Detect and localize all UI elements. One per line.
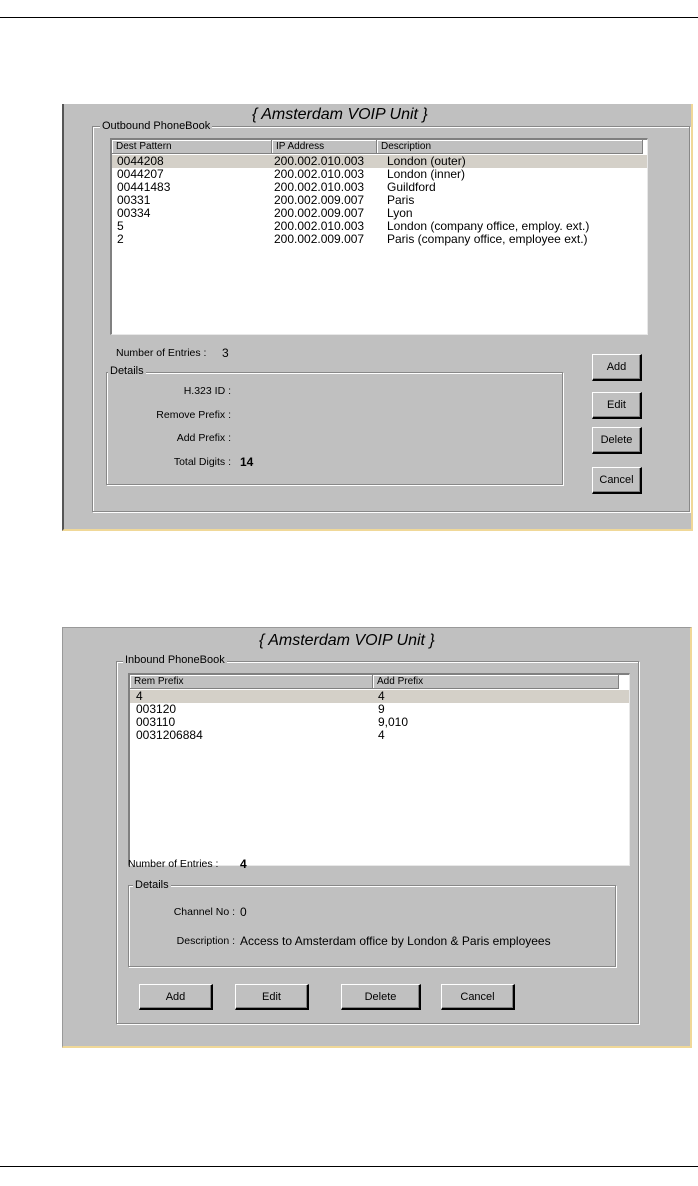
description-label: Description : [176,935,235,947]
inbound-phonebook-window [62,627,692,1048]
inbound-delete-button[interactable]: Delete [341,984,421,1010]
dest-pattern-cell: 2 [117,232,124,246]
description-cell: Paris (company office, employee ext.) [387,232,588,246]
inbound-entries-value: 4 [240,857,247,871]
outbound-edit-button[interactable]: Edit [592,392,642,419]
inbound-entries-label: Number of Entries : [128,858,219,870]
description-cell: Paris [387,193,415,207]
description-cell: Guildford [387,180,436,194]
ip-address-cell: 200.002.009.007 [274,232,365,246]
ip-address-cell: 200.002.009.007 [274,206,365,220]
column-header-ip-address[interactable]: IP Address [272,140,377,154]
outbound-delete-button[interactable]: Delete [592,427,642,454]
inbound-phonebook-list[interactable] [128,673,630,866]
dest-pattern-cell: 00334 [117,206,151,220]
inbound-group-label: Inbound PhoneBook [125,654,225,666]
table-row[interactable] [112,194,647,207]
inbound-edit-button[interactable]: Edit [235,984,309,1010]
channel-no-value: 0 [240,905,247,919]
remove-prefix-label: Remove Prefix : [156,409,231,421]
column-header-add-prefix[interactable]: Add Prefix [373,675,619,689]
description-cell: London (inner) [387,167,466,181]
rem-prefix-cell: 0031206884 [136,728,203,742]
outbound-entries-label: Number of Entries : [116,347,207,359]
page-bottom-rule [0,1166,698,1167]
column-header-dest-pattern[interactable]: Dest Pattern [112,140,272,154]
description-cell: London (company office, employ. ext.) [387,219,590,233]
inbound-details-group [128,885,616,967]
dest-pattern-cell: 5 [117,219,124,233]
add-prefix-cell: 4 [378,689,385,703]
table-row[interactable] [112,181,647,194]
inbound-details-label: Details [135,879,169,891]
add-prefix-cell: 9 [378,702,385,716]
add-prefix-cell: 9,010 [378,715,409,729]
add-prefix-cell: 4 [378,728,385,742]
table-row[interactable] [112,233,647,246]
column-header-description[interactable]: Description [377,140,643,154]
rem-prefix-cell: 4 [136,689,143,703]
description-cell: Lyon [387,206,413,220]
outbound-cancel-button[interactable]: Cancel [592,467,642,494]
outbound-add-button[interactable]: Add [592,354,642,381]
ip-address-cell: 200.002.010.003 [274,167,365,181]
table-row[interactable] [112,168,647,181]
total-digits-value: 14 [240,455,254,469]
outbound-group-label: Outbound PhoneBook [102,120,211,132]
dest-pattern-cell: 0044207 [117,167,164,181]
rem-prefix-cell: 003120 [136,702,177,716]
table-row[interactable] [112,155,647,168]
outbound-details-group [106,372,563,485]
outbound-phonebook-window [62,104,693,531]
ip-address-cell: 200.002.009.007 [274,193,365,207]
dest-pattern-cell: 00441483 [117,180,171,194]
ip-address-cell: 200.002.010.003 [274,180,365,194]
column-header-rem-prefix[interactable]: Rem Prefix [130,675,373,689]
channel-no-label: Channel No : [173,906,235,918]
h323-id-label: H.323 ID : [183,385,231,397]
outbound-phonebook-list[interactable] [110,138,648,335]
description-cell: London (outer) [387,154,466,168]
dest-pattern-cell: 00331 [117,193,151,207]
inbound-cancel-button[interactable]: Cancel [441,984,515,1010]
total-digits-label: Total Digits : [173,456,231,468]
ip-address-cell: 200.002.010.003 [274,219,365,233]
page-top-rule [0,17,698,18]
outbound-entries-value: 3 [222,346,229,360]
rem-prefix-cell: 003110 [136,715,176,729]
inbound-unit-title: { Amsterdam VOIP Unit } [259,632,435,649]
inbound-add-button[interactable]: Add [139,984,213,1010]
outbound-unit-title: { Amsterdam VOIP Unit } [252,106,428,123]
description-value: Access to Amsterdam office by London & Paris employees [240,934,551,948]
ip-address-cell: 200.002.010.003 [274,154,365,168]
table-row[interactable] [130,729,629,742]
dest-pattern-cell: 0044208 [117,154,164,168]
add-prefix-label: Add Prefix : [176,432,231,444]
outbound-details-label: Details [110,365,144,377]
